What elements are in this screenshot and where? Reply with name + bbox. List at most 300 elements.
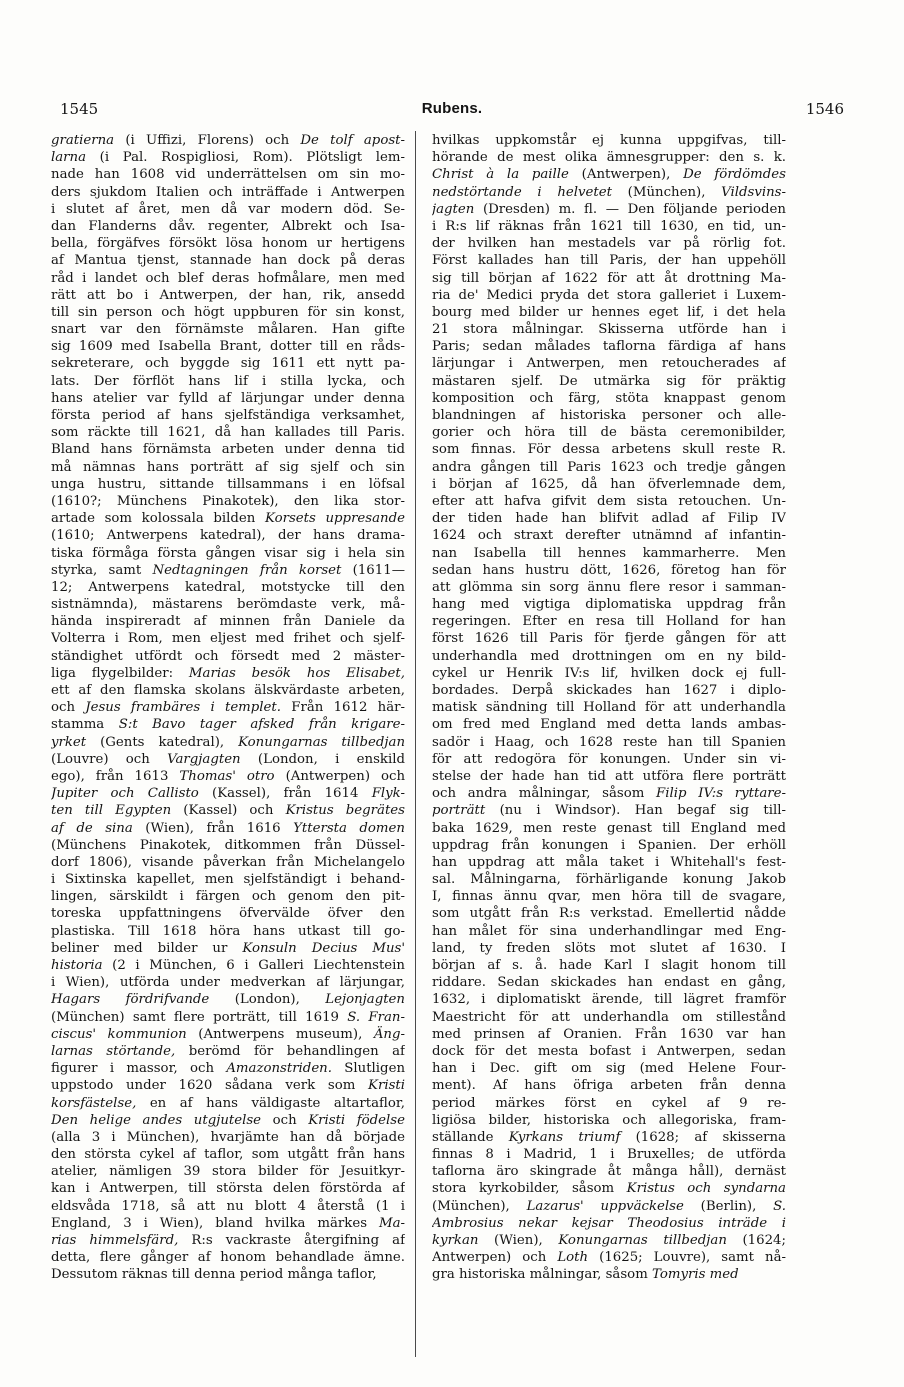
text-run: (1625; Louvre), samt nå-: [588, 1250, 786, 1266]
italic-title: Tomyris med: [652, 1267, 739, 1283]
text-line: [432, 441, 786, 458]
text-line: [432, 373, 786, 390]
text-run: detta, flere gånger af honom behandlade ämne.: [51, 1250, 405, 1266]
page-header: [60, 100, 844, 124]
text-run: ett af den flamska skolans älskvärdaste arbeten,: [51, 683, 405, 698]
text-line: [432, 476, 786, 493]
text-run: han i Dec. gift om sig (med Helene Four-: [432, 1061, 786, 1077]
text-line: [432, 596, 786, 613]
text-line: [51, 1180, 405, 1197]
italic-title: historia: [51, 958, 103, 973]
italic-title: Kristi: [368, 1078, 405, 1094]
text-run: ligiösa bilder, historiska och allegoriska, fram-: [432, 1112, 786, 1128]
text-line: [432, 149, 786, 166]
text-run: dorf 1806), visande påverkan från Michelangelo: [51, 854, 405, 870]
italic-title: Marias besök hos Elisabet,: [188, 665, 405, 681]
text-line: [51, 201, 405, 218]
text-run: han målet för sina underhandlingar med Eng-: [432, 923, 786, 939]
text-run: först 1626 till Paris för fjerde gången för att: [432, 631, 786, 647]
text-run: hvilkas uppkomstår ej kunna uppgifvas, till-: [432, 133, 786, 148]
text-run: af Mantua tjenst, stannade han dock på deras: [51, 253, 405, 269]
text-line: [51, 648, 405, 665]
text-line: [432, 905, 786, 922]
text-line: [432, 871, 786, 888]
text-run: (Gents katedral),: [86, 734, 239, 750]
text-line: [432, 734, 786, 751]
italic-title: Konsuln Decius Mus': [242, 940, 405, 956]
text-run: Först kallades han till Paris, der han uppehöll: [432, 253, 786, 269]
text-run: han uppdrag att måla taket i Whitehall's fest-: [432, 854, 786, 870]
text-run: plastiska. Till 1618 höra hans utkast till go-: [51, 923, 405, 939]
italic-title: Vargjagten: [167, 751, 241, 767]
text-run: och andra målningar, såsom: [432, 786, 657, 802]
text-line: [51, 1060, 405, 1077]
text-line: [432, 304, 786, 321]
text-run: kan i Antwerpen, till största delen förstörda af: [51, 1181, 405, 1197]
text-run: efter att hafva gifvit dem sista retouchen. Un-: [432, 493, 786, 509]
text-line: [51, 820, 405, 837]
text-line: [51, 424, 405, 441]
text-run: Volterra i Rom, men eljest med frihet och sjelf-: [51, 631, 405, 647]
text-line: [432, 184, 786, 201]
text-line: [432, 407, 786, 424]
text-run: en af hans väldigaste altartaflor,: [136, 1095, 405, 1111]
italic-title: Hagars fördrifvande: [51, 992, 210, 1008]
text-line: [432, 132, 786, 149]
text-line: [51, 802, 405, 819]
text-line: [432, 1043, 786, 1060]
text-run: underhandla med drottningen om en ny bild-: [432, 648, 786, 664]
italic-title: larnas störtande,: [51, 1043, 176, 1059]
text-line: [51, 751, 405, 768]
text-run: hända inspireradt af minnen från Daniele da: [51, 614, 405, 630]
text-line: [51, 1077, 405, 1094]
text-line: [432, 699, 786, 716]
text-run: Från 1612 här-: [281, 700, 405, 716]
text-run: toreska uppfattningens öfvervälde öfver den: [51, 906, 405, 922]
text-run: i Wien), utförda under medverkan af lärjungar,: [51, 975, 405, 991]
text-run: baka 1629, men reste genast till England med: [432, 820, 786, 836]
italic-title: Yttersta domen: [293, 820, 405, 836]
text-line: [432, 974, 786, 991]
text-run: sadör i Haag, och 1628 reste han till Spanien: [432, 734, 786, 750]
text-line: [51, 716, 405, 733]
text-run: till sin person och högt uppburen för sin konst,: [51, 304, 405, 320]
text-line: [51, 888, 405, 905]
text-line: [432, 837, 786, 854]
text-line: [51, 218, 405, 235]
text-line: [51, 1198, 405, 1215]
text-run: må nämnas hans porträtt af sig sjelf och sin: [51, 459, 405, 475]
text-run: dock för det mesta bofast i Antwerpen, sedan: [432, 1043, 786, 1059]
text-run: (München),: [432, 1198, 527, 1214]
italic-title: rias himmelsfärd,: [51, 1233, 179, 1248]
text-run: råd i landet och blef deras hofmålare, men med: [51, 270, 405, 286]
page-number-left: 1545: [60, 100, 99, 118]
text-line: [51, 459, 405, 476]
text-line: [432, 270, 786, 287]
text-run: bordades. Derpå skickades han 1627 i diplo-: [432, 683, 786, 698]
text-line: [51, 476, 405, 493]
text-run: sedan hans hustru dött, 1626, företog han för: [432, 562, 786, 578]
italic-title: Christ à la paille: [432, 167, 569, 183]
text-line: [432, 287, 786, 304]
text-line: [51, 1249, 405, 1266]
text-run: (Kassel) och: [171, 803, 286, 819]
column-divider: [415, 131, 416, 1357]
italic-title: S. Fran-: [347, 1009, 405, 1025]
text-run: styrka, samt: [51, 562, 153, 578]
text-run: att glömma sin sorg ännu flere resor i samman-: [432, 579, 786, 595]
text-run: i R:s lif räknas från 1621 till 1630, en tid, un-: [432, 218, 786, 234]
text-line: [51, 149, 405, 166]
page-number-right: 1546: [805, 100, 844, 118]
italic-title: Thomas' otro: [179, 768, 275, 784]
text-run: (1628; af skisserna: [620, 1129, 786, 1145]
text-run: Slutligen: [331, 1061, 405, 1077]
text-run: 21 stora målningar. Skisserna utförde han i: [432, 322, 786, 338]
text-run: (1610; Antwerpens katedral), der hans drama-: [51, 528, 405, 544]
italic-title: Konungarnas tillbedjan: [238, 734, 405, 750]
text-run: snart var den förnämste målaren. Han gifte: [51, 322, 405, 338]
text-line: [432, 493, 786, 510]
italic-title: S:t Bavo tager afsked från krigare-: [118, 717, 405, 733]
text-column-left: [51, 132, 405, 1357]
italic-title: De tolf apost-: [300, 133, 405, 148]
text-line: [432, 716, 786, 733]
text-run: ment). Af hans öfriga arbeten från denna: [432, 1078, 786, 1094]
text-run: (Antwerpen) och: [274, 768, 405, 784]
italic-title: kyrkan: [432, 1233, 479, 1248]
text-line: [51, 905, 405, 922]
text-run: sal. Målningarna, förhärligande konung Jakob: [432, 872, 786, 888]
text-line: [51, 373, 405, 390]
text-line: [432, 459, 786, 476]
text-line: [51, 132, 405, 149]
text-run: ställande: [432, 1129, 509, 1145]
italic-title: Filip IV:s ryttare-: [656, 786, 786, 802]
text-line: [51, 613, 405, 630]
text-line: [51, 338, 405, 355]
text-line: [51, 1266, 405, 1283]
text-line: [51, 630, 405, 647]
text-run: som finnas. För dessa arbetens skull reste R.: [432, 442, 786, 458]
text-line: [51, 974, 405, 991]
text-line: [432, 751, 786, 768]
text-run: England, 3 i Wien), bland hvilka märkes: [51, 1215, 379, 1231]
text-run: ständighet utfördt och försedt med 2 mäster-: [51, 648, 405, 664]
text-line: [432, 390, 786, 407]
text-run: (nu i Windsor). Han begaf sig till-: [485, 803, 786, 819]
text-run: mästaren sjelf. De utmärka sig för präktig: [432, 373, 786, 389]
text-line: [51, 1129, 405, 1146]
text-run: (1624;: [726, 1233, 786, 1248]
text-line: [51, 1026, 405, 1043]
text-line: [432, 613, 786, 630]
text-run: (i Pal. Rospigliosi, Rom). Plötsligt lem-: [86, 150, 405, 166]
text-run: i Sixtinska kapellet, men sjelfständigt i behand-: [51, 872, 405, 888]
text-run: rätt att bo i Antwerpen, der han, rik, ansedd: [51, 287, 405, 303]
text-run: artade som kolossala bilden: [51, 511, 266, 527]
text-run: (München),: [611, 184, 722, 200]
text-run: (2 i München, 6 i Galleri Liechtenstein: [102, 958, 405, 973]
text-run: (alla 3 i München), hvarjämte han då började: [51, 1129, 405, 1145]
text-line: [51, 1146, 405, 1163]
text-line: [51, 837, 405, 854]
text-line: [51, 871, 405, 888]
text-run: taflorna äro skingrade åt många håll), dernäst: [432, 1164, 786, 1180]
italic-title: jagten: [432, 201, 475, 217]
text-line: [432, 1026, 786, 1043]
italic-title: Korsets uppresande: [265, 511, 405, 527]
text-run: bella, förgäfves försökt lösa honom ur hertigens: [51, 236, 405, 252]
text-line: [432, 1129, 786, 1146]
text-line: [51, 991, 405, 1008]
text-line: [432, 527, 786, 544]
italic-title: yrket: [51, 734, 87, 750]
text-line: [432, 1198, 786, 1215]
text-run: gra historiska målningar, såsom: [432, 1267, 653, 1283]
text-line: [51, 768, 405, 785]
text-run: och: [261, 1112, 309, 1128]
text-line: [432, 1232, 786, 1249]
text-run: blandningen af historiska personer och alle-: [432, 408, 786, 423]
text-run: atelier, nämligen 39 stora bilder för Jesuitkyr-: [51, 1164, 405, 1180]
text-run: 1624 och straxt derefter utnämnd af infantin-: [432, 528, 786, 544]
text-run: den största cykel af taflor, som utgått från hans: [51, 1147, 405, 1163]
text-run: stora kyrkobilder, såsom: [432, 1181, 627, 1197]
text-line: [51, 734, 405, 751]
italic-title: Äng-: [373, 1026, 405, 1042]
text-line: [432, 355, 786, 372]
text-run: (Wien), från 1616: [132, 820, 294, 836]
text-line: [432, 854, 786, 871]
text-run: stamma: [51, 717, 119, 733]
text-line: [432, 1095, 786, 1112]
italic-title: porträtt: [432, 803, 486, 819]
text-run: hörande de mest olika ämnesgrupper: den s. k.: [432, 150, 786, 166]
text-line: [432, 923, 786, 940]
text-line: [432, 682, 786, 699]
text-line: [51, 355, 405, 372]
text-run: (München) samt flere porträtt, till 1619: [51, 1009, 348, 1025]
text-run: Antwerpen) och: [432, 1250, 558, 1266]
text-line: [432, 321, 786, 338]
text-run: nan Isabella till hennes kammarherre. Men: [432, 545, 786, 561]
text-line: [432, 1077, 786, 1094]
text-run: lats. Der förflöt hans lif i stilla lycka, och: [51, 373, 405, 389]
text-run: cykel ur Henrik IV:s lif, hvilken dock ej full-: [432, 665, 786, 681]
text-line: [432, 1112, 786, 1129]
text-run: riddare. Sedan skickades han endast en gång,: [432, 975, 786, 991]
text-run: figurer i massor, och: [51, 1061, 227, 1077]
text-run: 1632, i diplomatiskt ärende, till lägret framför: [432, 992, 786, 1008]
text-run: (Dresden) m. fl. — Den följande perioden: [474, 201, 786, 217]
text-line: [51, 940, 405, 957]
italic-title: Jupiter och Callisto: [51, 786, 199, 802]
text-line: [432, 1180, 786, 1197]
text-line: [432, 338, 786, 355]
text-line: [51, 665, 405, 682]
text-line: [432, 888, 786, 905]
italic-title: Vildsvins-: [721, 184, 786, 200]
text-run: period märkes först en cykel af 9 re-: [432, 1095, 786, 1111]
italic-title: Kristi födelse: [308, 1112, 405, 1128]
text-run: ria de' Medici pryda det stora galleriet i Luxem-: [432, 287, 786, 303]
italic-title: Den helige andes utgjutelse: [51, 1112, 262, 1128]
text-run: (1610?; Münchens Pinakotek), den lika stor-: [51, 493, 405, 509]
text-line: [51, 545, 405, 562]
text-line: [51, 252, 405, 269]
text-run: hans atelier var fylld af lärjungar under denna: [51, 390, 405, 406]
text-line: [51, 287, 405, 304]
text-line: [432, 510, 786, 527]
text-line: [51, 1009, 405, 1026]
text-run: sig 1609 med Isabella Brant, dotter till en råds-: [51, 339, 405, 355]
text-line: [51, 957, 405, 974]
text-line: [432, 802, 786, 819]
italic-title: S.: [773, 1198, 786, 1214]
text-line: [432, 768, 786, 785]
text-line: [51, 441, 405, 458]
text-run: berömd för behandlingen af: [175, 1043, 405, 1059]
text-run: (Antwerpen),: [568, 167, 684, 183]
text-run: komposition och färg, stöta knappast genom: [432, 390, 786, 406]
text-run: med prinsen af Oranien. Från 1630 var han: [432, 1026, 786, 1042]
text-run: ego), från 1613: [51, 768, 180, 784]
text-line: [432, 166, 786, 183]
text-run: (Kassel), från 1614: [198, 786, 372, 802]
italic-title: ten till Egypten: [51, 803, 172, 819]
text-run: uppstodo under 1620 sådana verk som: [51, 1078, 369, 1094]
text-run: eldsvåda 1718, så att nu blott 4 återstå (1 i: [51, 1198, 405, 1214]
text-line: [51, 682, 405, 699]
italic-title: Kristus begrätes: [285, 803, 405, 819]
italic-title: De fördömdes: [683, 167, 786, 183]
text-run: sekreterare, och byggde sig 1611 ett nytt pa-: [51, 356, 405, 372]
text-line: [51, 527, 405, 544]
text-run: som utgått från R:s verkstad. Emellertid nådde: [432, 906, 786, 922]
text-line: [432, 1146, 786, 1163]
text-run: som räckte till 1621, då han kallades till Paris.: [51, 425, 405, 441]
text-run: liga flygelbilder:: [51, 665, 189, 681]
text-run: i slutet af året, men då var modern död. Se-: [51, 201, 405, 217]
text-run: dan Flanderns dåv. regenter, Albrekt och Isa-: [51, 218, 405, 234]
text-line: [51, 596, 405, 613]
text-run: der hvilken han mestadels var på rörlig fot.: [432, 236, 786, 252]
italic-title: af de sina: [51, 820, 133, 836]
text-line: [432, 1215, 786, 1232]
text-run: Bland hans förnämsta arbeten under denna tid: [51, 442, 405, 458]
text-run: stelse der hade han tid att utföra flere porträtt: [432, 768, 786, 784]
text-line: [51, 785, 405, 802]
text-line: [51, 1043, 405, 1060]
italic-title: Jesus frambäres i templet.: [85, 700, 281, 716]
italic-title: Ambrosius nekar kejsar Theodosius inträde i: [432, 1215, 786, 1231]
text-line: [432, 562, 786, 579]
text-line: [432, 201, 786, 218]
italic-title: Nedtagningen från korset: [152, 562, 342, 578]
text-line: [51, 390, 405, 407]
text-run: regeringen. Efter en resa till Holland for han: [432, 614, 786, 630]
text-run: lärjungar i Antwerpen, men retoucherades af: [432, 356, 786, 372]
text-run: bourg med bilder ur hennes eget lif, i det hela: [432, 304, 786, 320]
text-run: (Berlin),: [683, 1198, 774, 1214]
text-run: finnas 8 i Madrid, 1 i Bruxelles; de utförda: [432, 1147, 786, 1163]
text-run: början af s. å. hade Karl I slagit honom till: [432, 958, 786, 973]
text-line: [432, 579, 786, 596]
italic-title: Loth: [557, 1250, 589, 1266]
text-line: [51, 321, 405, 338]
text-line: [432, 1009, 786, 1026]
text-line: [432, 665, 786, 682]
text-run: tiska förmåga första gången visar sig i hela sin: [51, 545, 405, 561]
text-run: (Wien),: [478, 1233, 559, 1248]
text-line: [51, 407, 405, 424]
italic-title: Kyrkans triumf: [508, 1129, 621, 1145]
text-run: 12; Antwerpens katedral, motstycke till den: [51, 579, 405, 595]
text-line: [432, 991, 786, 1008]
text-line: [51, 270, 405, 287]
text-run: gorier och höra till de bästa ceremonibilder,: [432, 425, 786, 441]
italic-title: nedstörtande i helvetet: [432, 184, 612, 200]
text-line: [432, 1266, 786, 1283]
text-run: Dessutom räknas till denna period många taflor,: [51, 1267, 377, 1283]
italic-title: Lazarus' uppväckelse: [526, 1198, 684, 1214]
text-run: och: [51, 700, 86, 716]
text-line: [51, 579, 405, 596]
text-line: [51, 1163, 405, 1180]
italic-title: ciscus' kommunion: [51, 1026, 187, 1042]
text-line: [432, 1060, 786, 1077]
text-run: (i Uffizi, Florens) och: [114, 133, 301, 148]
text-line: [432, 648, 786, 665]
text-line: [51, 1095, 405, 1112]
text-line: [51, 235, 405, 252]
text-line: [51, 923, 405, 940]
text-run: unga hustru, sittande tillsammans i en löfsal: [51, 476, 405, 492]
text-line: [51, 1112, 405, 1129]
text-line: [51, 184, 405, 201]
text-run: första period af hans sjelfständiga verksamhet,: [51, 408, 405, 423]
text-run: hang med vigtiga diplomatiska uppdrag från: [432, 597, 786, 613]
text-run: sig till början af 1622 för att åt drottning Ma-: [432, 270, 786, 286]
italic-title: Flyk-: [371, 786, 405, 802]
text-run: (Louvre) och: [51, 751, 168, 767]
text-run: (Münchens Pinakotek, ditkommen från Düssel-: [51, 837, 405, 853]
text-run: I, finnas ännu qvar, men höra till de svagare,: [432, 889, 786, 905]
text-line: [51, 854, 405, 871]
text-line: [51, 166, 405, 183]
text-line: [432, 785, 786, 802]
text-run: land, ty freden slöts mot slutet af 1630. I: [432, 940, 786, 956]
text-run: (Antwerpens museum),: [186, 1026, 374, 1042]
italic-title: korsfästelse,: [51, 1095, 137, 1111]
text-line: [51, 510, 405, 527]
italic-title: Lejonjagten: [325, 992, 405, 1008]
text-line: [432, 820, 786, 837]
text-run: andra gången till Paris 1623 och tredje gången: [432, 459, 786, 475]
text-column-right: [432, 132, 786, 1357]
text-run: sistnämnda), mästarens berömdaste verk, må-: [51, 597, 405, 613]
text-run: nade han 1608 vid underrättelsen om sin mo-: [51, 167, 405, 183]
text-line: [432, 957, 786, 974]
text-line: [51, 699, 405, 716]
text-line: [51, 562, 405, 579]
text-run: lingen, särskildt i färgen och genom den pit-: [51, 889, 405, 905]
text-run: för att redogöra för konungen. Under sin vi-: [432, 751, 786, 767]
text-line: [432, 252, 786, 269]
